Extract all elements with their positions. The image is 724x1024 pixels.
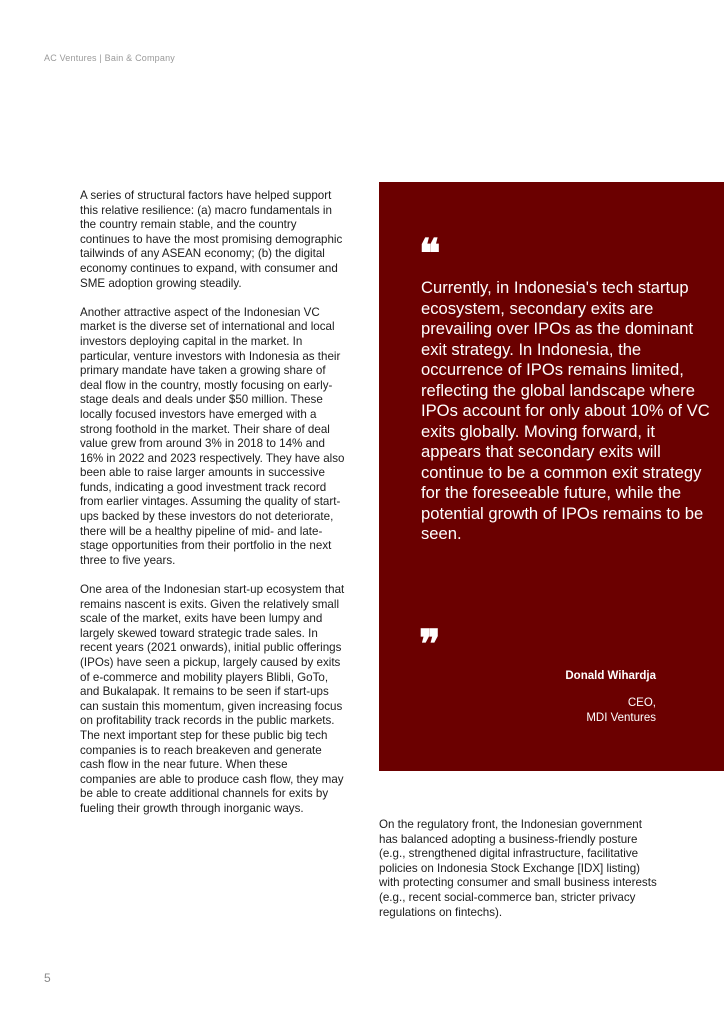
left-text-column [80, 189, 346, 831]
open-quote-icon: ❝ [419, 230, 441, 277]
close-quote-icon: ❞ [419, 621, 441, 668]
paragraph-exits: One area of the Indonesian start-up ecosystem that remains nascent is exits. Given the relatively small scale of the market, exits have been lumpy and largely skewed toward strategic trade sales. In recent years (2021 onwards), initial public offerings (IPOs) have seen a pickup, largely caused by exits of e-commerce and mobility players Blibli, GoTo, and Bukalapak. It remains to be seen if start-ups can sustain this momentum, given increasing focus on profitability track records in the public markets. The next important step for these public big tech companies is to reach breakeven and generate cash flow in the near future. When these companies are able to produce cash flow, they may be able to create additional channels for exits by fueling their growth through inorganic ways. [80, 583, 345, 815]
quote-text: Currently, in Indonesia's tech startup ecosystem, secondary exits are prevailing over IPOs as the dominant exit strategy. In Indonesia, the occurrence of IPOs remains limited, reflecting the global landscape where IPOs account for only about 10% of VC exits globally. Moving forward, it appears that secondary exits will continue to be a common exit strategy for the foreseeable future, while the potential growth of IPOs remains to be seen. [421, 278, 710, 543]
paragraph-regulatory: On the regulatory front, the Indonesian government has balanced adopting a business-friendly posture (e.g., strengthened digital infrastructure, facilitative policies on Indonesia Stock Exchange [IDX] listing) with protecting consumer and small business interests (e.g., recent social-commerce ban, stricter privacy regulations on fintechs). [379, 818, 657, 919]
quote-author-role [586, 696, 656, 726]
pull-quote-box [379, 182, 724, 771]
report-source-header: AC Ventures | Bain & Company [44, 53, 176, 63]
author-title: CEO, [627, 697, 656, 709]
paragraph-structural-factors: A series of structural factors have helped support this relative resilience: (a) macro fundamentals in the country remain stable, and the country continues to have the most promising demographic tailwinds of any ASEAN economy; (b) the digital economy continues to expand, with consumer and SME adoption growing steadily. [80, 189, 343, 290]
author-company: MDI Ventures [586, 712, 656, 724]
page-number: 5 [44, 971, 51, 985]
paragraph-investors: Another attractive aspect of the Indonesian VC market is the diverse set of international and local investors deploying capital in the market. In particular, venture investors with Indonesia as their primary mandate have taken a growing share of deal flow in the country, mostly focusing on early-stage deals and deals under $50 million. These locally focused investors have emerged with a strong foothold in the market. Their share of deal value grew from around 3% in 2018 to 14% and 16% in 2022 and 2023 respectively. They have also been able to raise larger amounts in successive funds, indicating a good investment track record from earlier vintages. Assuming the quality of start-ups backed by these investors do not deteriorate, there will be a healthy pipeline of mid- and late-stage opportunities from their portfolio in the next three to five years. [80, 305, 345, 567]
quote-author: Donald Wihardja [565, 670, 656, 682]
right-text-column [379, 818, 661, 920]
